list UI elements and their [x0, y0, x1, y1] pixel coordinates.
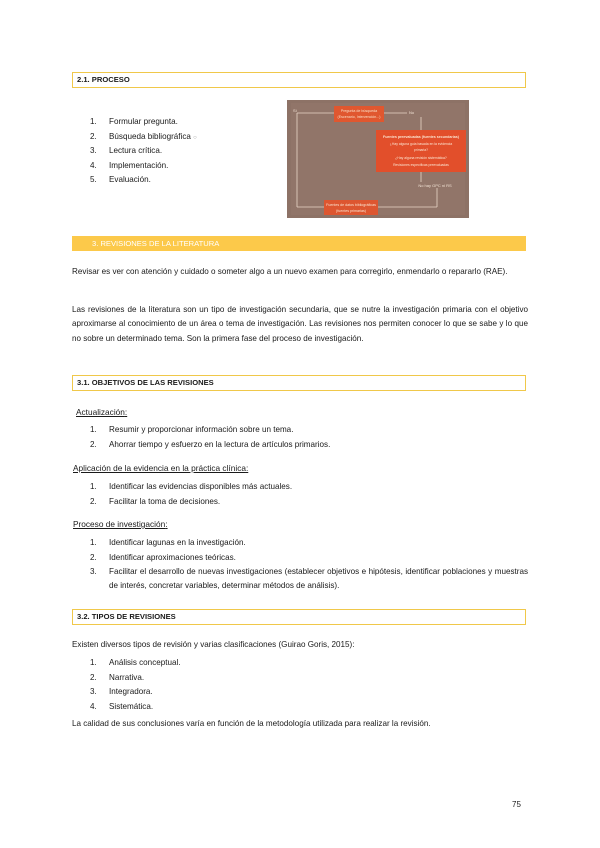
paragraph-revisiones: Las revisiones de la literatura son un tipo de investigación secundaria, que se nutre la investigación primaria con el objetivo aproximarse al conocimiento de un área o tema de investigación. Las revisiones nos permiten conocer lo que se sabe y lo que no sobre un determinado tema. Son la primera fase del proceso de investigación. — [72, 305, 528, 343]
small-circle-icon: ○ — [193, 134, 197, 141]
list-item: 1. Análisis conceptual. — [90, 658, 181, 667]
svg-text:primaria?: primaria? — [413, 148, 429, 152]
actualizacion-heading: Actualización: — [76, 407, 128, 417]
proceso-investigacion-heading: Proceso de investigación: — [73, 519, 168, 529]
proceso-steps-list — [90, 115, 197, 188]
list-item: 2. Búsqueda bibliográfica ○ — [90, 131, 197, 141]
page-number: 75 — [512, 800, 521, 809]
svg-text:Fuentes preevaluadas (fuentes: Fuentes preevaluadas (fuentes secundarias) — [383, 135, 459, 139]
list-item: 2. Ahorrar tiempo y esfuerzo en la lectura de artículos primarios. — [90, 439, 331, 449]
tipos-list — [90, 656, 181, 714]
list-item: 2. Identificar aproximaciones teóricas. — [90, 552, 236, 562]
list-item: 1. Formular pregunta. — [90, 117, 178, 126]
aplicacion-list — [90, 480, 292, 509]
svg-text:¿Hay alguna guía basada en la: ¿Hay alguna guía basada en la evidencia — [389, 142, 453, 146]
tipos-conclusion: La calidad de sus conclusiones varía en función de la metodología utilizada para realizar la revisión. — [72, 719, 431, 728]
search-flow-photo — [287, 100, 469, 218]
paragraph-revisar: Revisar es ver con atención y cuidado o someter algo a un nuevo examen para corregirlo, enmendarlo o repararlo (RAE). — [72, 267, 508, 276]
list-item: 2. Facilitar la toma de decisiones. — [90, 496, 221, 506]
aplicacion-heading: Aplicación de la evidencia en la práctica clínica: — [73, 463, 249, 473]
list-item: 1. Resumir y proporcionar información sobre un tema. — [90, 425, 294, 434]
svg-text:(Escenario, Intervención...): (Escenario, Intervención...) — [337, 115, 381, 119]
svg-text:No hay GPC ni RS: No hay GPC ni RS — [418, 183, 452, 188]
list-item: 1. Identificar lagunas en la investigación. — [90, 538, 246, 547]
list-item: 1. Identificar las evidencias disponibles más actuales. — [90, 482, 293, 491]
list-item: 3. Lectura crítica. — [90, 146, 163, 155]
section-3-heading: 3. REVISIONES DE LA LITERATURA — [72, 236, 526, 251]
svg-text:¿Hay alguna revisión sistemáti: ¿Hay alguna revisión sistemática? — [395, 156, 447, 160]
svg-text:No: No — [409, 110, 415, 115]
section-2-1-heading: 2.1. PROCESO — [72, 72, 526, 88]
list-item: 3. Integradora. — [90, 687, 153, 696]
svg-text:Revisiones específicas preeval: Revisiones específicas preevaluadas — [393, 163, 449, 167]
section-3-1-heading: 3.1. OBJETIVOS DE LAS REVISIONES — [72, 375, 526, 391]
list-item: 4. Sistemática. — [90, 701, 154, 711]
svg-text:(fuentes primarias): (fuentes primarias) — [336, 209, 366, 213]
tipos-intro: Existen diversos tipos de revisión y varias clasificaciones (Guirao Goris, 2015): — [72, 640, 355, 649]
list-item: 5. Evaluación. — [90, 175, 151, 184]
svg-text:Fuentes de datos bibliográfica: Fuentes de datos bibliográficas — [326, 203, 376, 207]
proceso-investigacion-list — [90, 536, 246, 565]
list-item: 3. Facilitar el desarrollo de nuevas investigaciones (establecer objetivos e hipótesis, identificar poblaciones y muestras de interés, concretar variables, determinar métodos de análisis). — [90, 567, 528, 591]
section-3-2-heading: 3.2. TIPOS DE REVISIONES — [72, 609, 526, 625]
list-item: 2. Narrativa. — [90, 672, 145, 682]
svg-text:Sí: Sí — [293, 108, 297, 113]
list-item: 4. Implementación. — [90, 160, 169, 170]
svg-text:Pregunta de búsqueda: Pregunta de búsqueda — [340, 109, 378, 113]
actualizacion-list — [90, 423, 330, 452]
